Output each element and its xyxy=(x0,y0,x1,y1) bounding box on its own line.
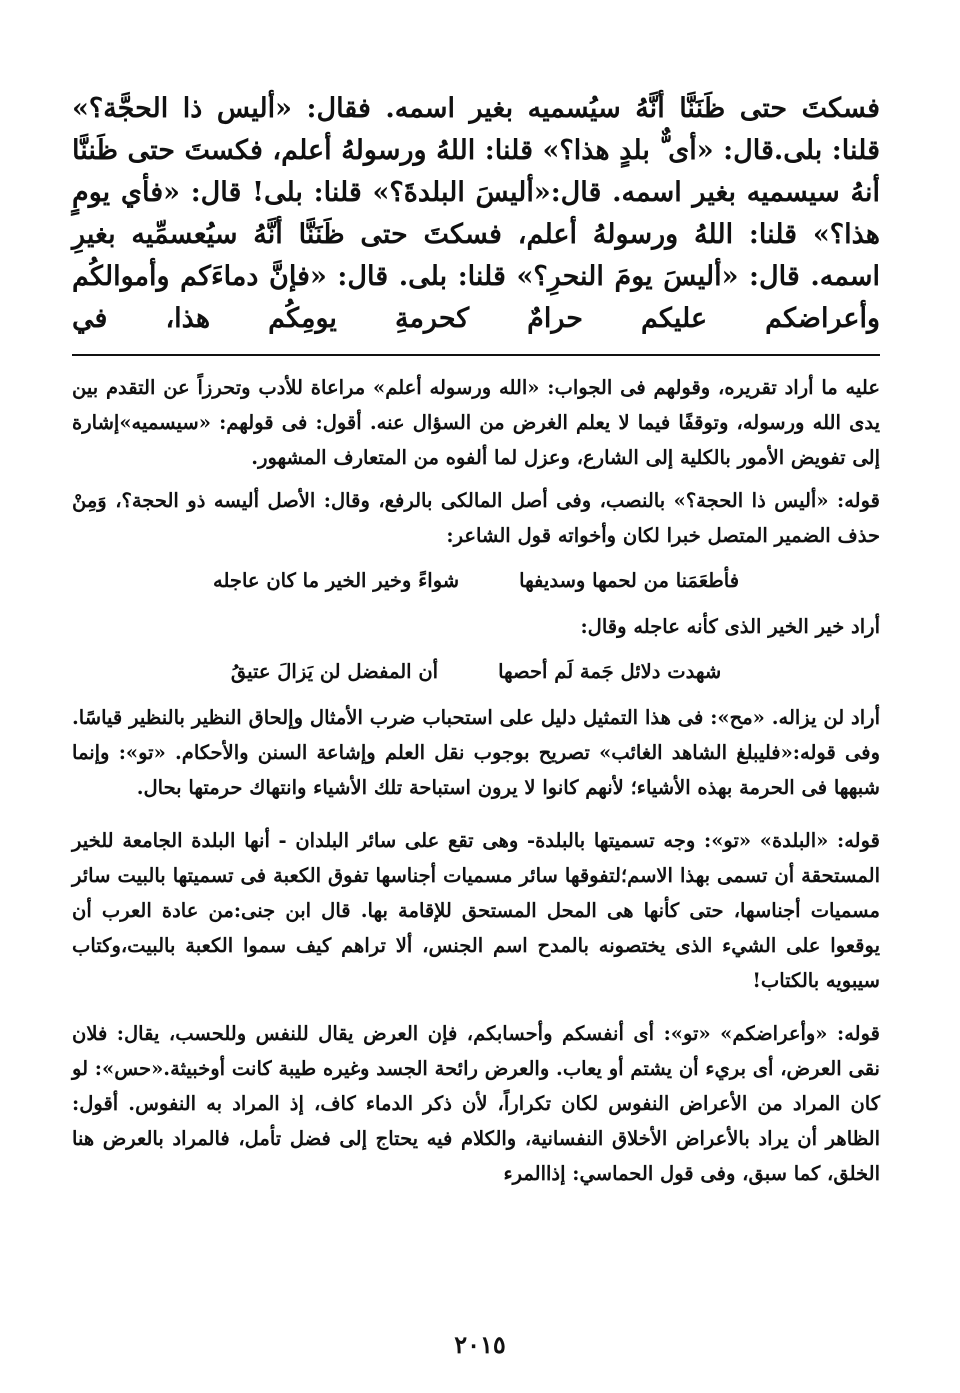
verse-1-second-hemistich: شواءً وخير الخير ما كان عاجله xyxy=(213,569,460,592)
commentary-paragraph-1: عليه ما أراد تقريره، وقولهم فى الجواب: «الله ورسوله أعلم» مراعاة للأدب وتحرزاً عن التقدم بين يدى الله ورسوله، وتوقفًا فيما لا يعلم الغرض من السؤال عنه. أقول: فى قولهم: «سيسميه»إشارة إلى تفويض الأمور بالكلية إلى الشارع، وعزل لما ألفوه من المتعارف المشهور. xyxy=(72,376,880,469)
verse-2-first-hemistich: شهدت دلائل جَمة لَم أحصها xyxy=(498,660,722,683)
poetry-verse-2 xyxy=(72,652,880,692)
commentary-paragraph-6: قوله: «وأعراضكم» «تو»: أى أنفسكم وأحسابكم، فإن العرض يقال للنفس وللحسب، يقال: فلان نقى العرض، أى بريء أن يشتم أو يعاب. والعرض رائحة الجسد وغيره طيبة كانت أوخبيثة.«حس»: لو كان المراد من الأعراض النفوس لكان تكراراً، لأن ذكر الدماء كاف، إذ المراد به النفوس. أقول: الظاهر أن يراد بالأعراض الأخلاق النفسانية، والكلام فيه يحتاج إلى فضل تأمل، فالمراد بالعرض هنا الخلق، كما سبق، وفى قول الحماسي: إذاالمرء xyxy=(72,1022,880,1185)
commentary-paragraph-5: قوله: «البلدة» «تو»: وجه تسميتها بالبلدة- وهى تقع على سائر البلدان - أنها البلدة الجامعة للخير المستحقة أن تسمى بهذا الاسم؛لتفوقها سائر مسميات أجناسها تفوق الكعبة فى تسميتها بالبيت سائر مسميات أجناسها، حتى كأنها هى المحل المستحق للإقامة بها. قال ابن جنى:من عادة العرب أن يوقعوا على الشيء الذى يختصونه بالمدح اسم الجنس، ألا تراهم كيف سموا الكعبة بالبيت،وكتاب سيبويه بالكتاب! xyxy=(72,829,880,992)
verse-1-first-hemistich: فأطعَمَنا من لحمها وسديفها xyxy=(519,569,740,592)
commentary-paragraph-2: قوله: «أليس ذا الحجة؟» بالنصب، وفى أصل المالكى بالرفع، وقال: الأصل أليسه ذو الحجة؟، وَمِنْ حذف الضمير المتصل خبرا لكان وأخواته قول الشاعر: xyxy=(72,489,880,547)
page-number: ٢٠١٥ xyxy=(454,1330,506,1359)
main-hadith-text: فسكتَ حتى ظَنَنَّا أنَّهُ سيُسميه بغير اسمه. فقال: «أليس ذا الحجَّة؟» قلنا: بلى.قال: «أى ٌّ بلدٍ هذا؟» قلنا: اللهُ ورسولهُ أعلم، فكستَ حتى ظَننَّا أنهُ سيسميه بغير اسمه. قال:«أليسَ البلدةَ؟» قلنا: بلى! قال: «فأي يومٍ هذا؟» قلنا: اللهُ ورسولهُ أعلم، فسكتَ حتى ظَنَنَّا أنَّهُ سيُعسمِّيه بغيرِ اسمه. قال: «أليسَ يومَ النحرِ؟» قلنا: بلى. قال: «فإنَّ دماءَكم وأموالكُم وأعراضكم عليكم حرامٌ كحرمةِ يومِكُم هذا، في xyxy=(72,93,880,334)
page-body xyxy=(72,88,880,1368)
poetry-verse-1 xyxy=(72,561,880,601)
commentary-paragraph-4: أراد لن يزاله. «مح»: فى هذا التمثيل دليل على استحباب ضرب الأمثال وإلحاق النظير بالنظير قياسًا. وفى قوله:«فليبلغ الشاهد الغائب» تصريح بوجوب نقل العلم وإشاعة السنن والأحكام. «تو»: وإنما شبهها فى الحرمة بهذه الأشياء؛ لأنهم كانوا لا يرون استباحة تلك الأشياء وانتهاك حرمتها بحال. xyxy=(72,706,880,799)
verse-2-second-hemistich: أن المفضل لن يَزالَ عتيقُ xyxy=(230,660,439,683)
footnote-separator xyxy=(72,354,880,356)
commentary-paragraph-3: أراد خير الخير الذى كأنه عاجله وقال: xyxy=(580,615,880,638)
